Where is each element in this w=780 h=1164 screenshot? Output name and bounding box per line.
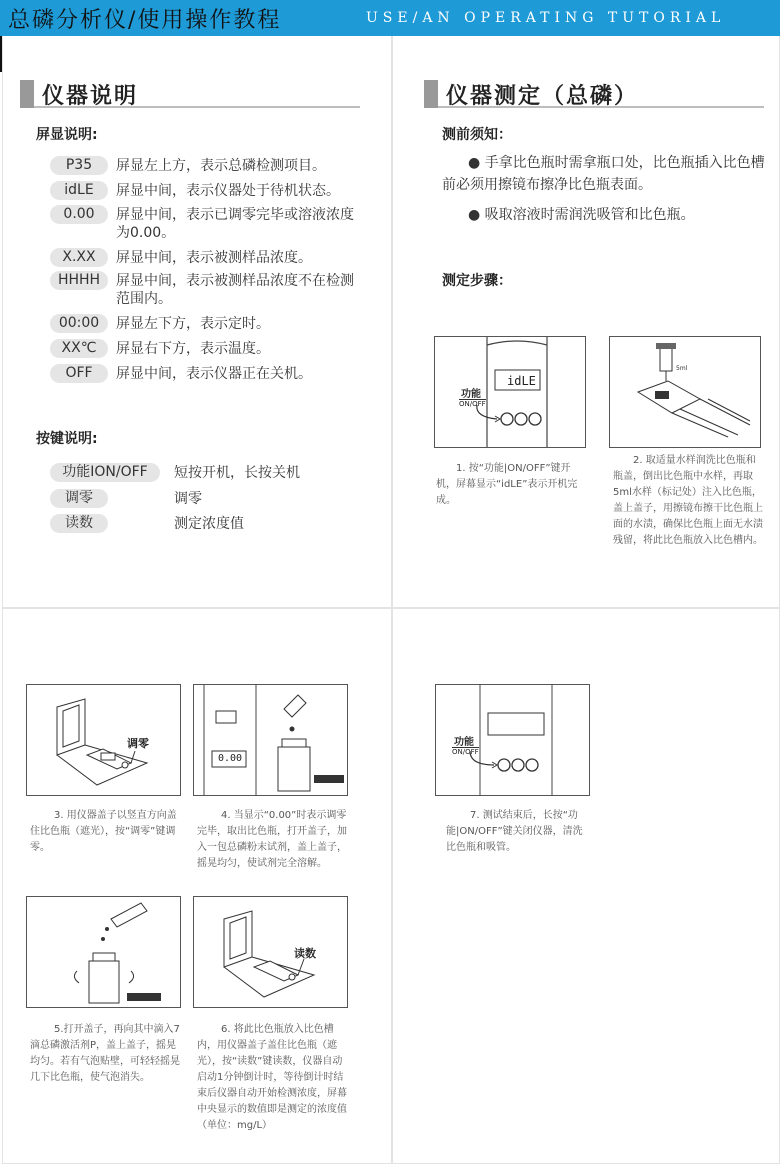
figure-step-7 (435, 684, 590, 796)
onoff-label: ON/OFF (459, 400, 486, 408)
key-label: 调零 (50, 489, 108, 508)
screen-code: 00:00 (50, 314, 108, 333)
ml-label: 5ml (676, 365, 688, 372)
pre-note: ● 手拿比色瓶时需拿瓶口处，比色瓶插入比色槽前必须用擦镜布擦净比色瓶表面。 (442, 155, 765, 193)
screen-code: HHHH (50, 271, 108, 290)
step-2-caption: 2. 取适量水样润洗比色瓶和瓶盖，倒出比色瓶中水样，再取5ml水样（标记处）注入比色瓶，盖上盖子，用擦镜布擦干比色瓶上面的水渍，确保比色瓶上面无水渍残留，将此比色瓶放入比色槽内。 (613, 455, 763, 546)
figure-step-3 (26, 684, 181, 796)
pre-note: ● 吸取溶液时需润洗吸管和比色瓶。 (468, 207, 695, 223)
dropper-illustration (27, 897, 180, 1007)
figure-step-2 (609, 336, 761, 448)
step-1-caption: 1. 按“功能|ON/OFF”键开机，屏幕显示“idLE”表示开机完成。 (436, 463, 578, 506)
screen-code: X.XX (50, 248, 108, 267)
read-illustration (194, 897, 347, 1007)
pipette-illustration (610, 337, 760, 447)
reagent-illustration (194, 685, 347, 795)
screen-desc: 屏显中间，表示已调零完毕或溶液浓度为0.00。 (116, 207, 354, 241)
screen-code: P35 (50, 156, 108, 175)
header-subtitle: USE/AN OPERATING TUTORIAL (366, 10, 726, 26)
section-marker (20, 80, 34, 108)
section-title: 仪器测定（总磷） (446, 83, 639, 109)
section-instrument-desc (20, 78, 360, 108)
step-4-caption: 4. 当显示“0.00”时表示调零完毕，取出比色瓶，打开盖子，加入一包总磷粉末试剂，盖上盖子，摇晃均匀，使试剂完全溶解。 (197, 810, 347, 869)
section-marker (424, 80, 438, 108)
screen-desc: 屏显中间，表示仪器处于待机状态。 (116, 183, 340, 199)
screen-desc: 屏显左下方，表示定时。 (116, 316, 270, 332)
screen-desc: 屏显中间，表示仪器正在关机。 (116, 366, 312, 382)
key-label: 功能ION/OFF (50, 463, 160, 482)
read-label: 读数 (294, 947, 316, 960)
step-5-caption: 5.打开盖子，再向其中滴入7滴总磷激活剂P，盖上盖子，摇晃均匀。若有气泡贴壁，可轻轻摇晃几下比色瓶，使气泡消失。 (30, 1024, 180, 1083)
screen-desc: 屏显中间，表示被测样品浓度不在检测范围内。 (116, 273, 354, 307)
header-bar (0, 0, 780, 36)
step-6-caption: 6. 将此比色瓶放入比色槽内，用仪器盖子盖住比色瓶（遮光），按“读数”键读数，仪器自动启动1分钟倒计时，等待倒计时结束后仪器自动开始检测浓度，屏幕中央显示的数值即是测定的浓度值（单位：mg/L） (197, 1024, 347, 1131)
section-title: 仪器说明 (42, 83, 139, 109)
section-measurement (424, 78, 764, 108)
key-desc: 短按开机，长按关机 (174, 465, 300, 481)
screen-code: 0.00 (50, 205, 108, 224)
header-title: 总磷分析仪/使用操作教程 (8, 8, 282, 33)
zero-label: 调零 (127, 737, 149, 750)
screen-desc: 屏显中间，表示被测样品浓度。 (116, 250, 312, 266)
pre-heading: 测前须知： (442, 127, 512, 143)
screen-code: OFF (50, 364, 108, 383)
zero-illustration (27, 685, 180, 795)
figure-step-1 (434, 336, 586, 448)
display-000: 0.00 (218, 753, 243, 764)
key-desc: 调零 (174, 491, 202, 507)
figure-step-4 (193, 684, 348, 796)
key-heading: 按键说明: (36, 431, 98, 447)
onoff-label: ON/OFF (452, 748, 479, 756)
meter-power-illustration (435, 337, 585, 447)
step-3-caption: 3. 用仪器盖子以竖直方向盖住比色瓶（遮光），按“调零”键调零。 (30, 810, 177, 853)
figure-step-6 (193, 896, 348, 1008)
screen-desc: 屏显左上方，表示总磷检测项目。 (116, 158, 326, 174)
steps-heading: 测定步骤： (442, 273, 512, 289)
key-label: 读数 (50, 514, 108, 533)
func-label: 功能 (454, 737, 474, 748)
step-7-caption: 7. 测试结束后，长按“功能|ON/OFF”键关闭仪器，清洗比色瓶和吸管。 (446, 810, 583, 853)
screen-code: idLE (50, 181, 108, 200)
key-desc: 测定浓度值 (174, 516, 244, 532)
screen-heading: 屏显说明: (36, 127, 98, 143)
screen-code: XX℃ (50, 339, 108, 358)
idle-display: idLE (507, 374, 536, 388)
screen-desc: 屏显右下方，表示温度。 (116, 341, 270, 357)
func-label: 功能 (461, 389, 481, 400)
figure-step-5 (26, 896, 181, 1008)
